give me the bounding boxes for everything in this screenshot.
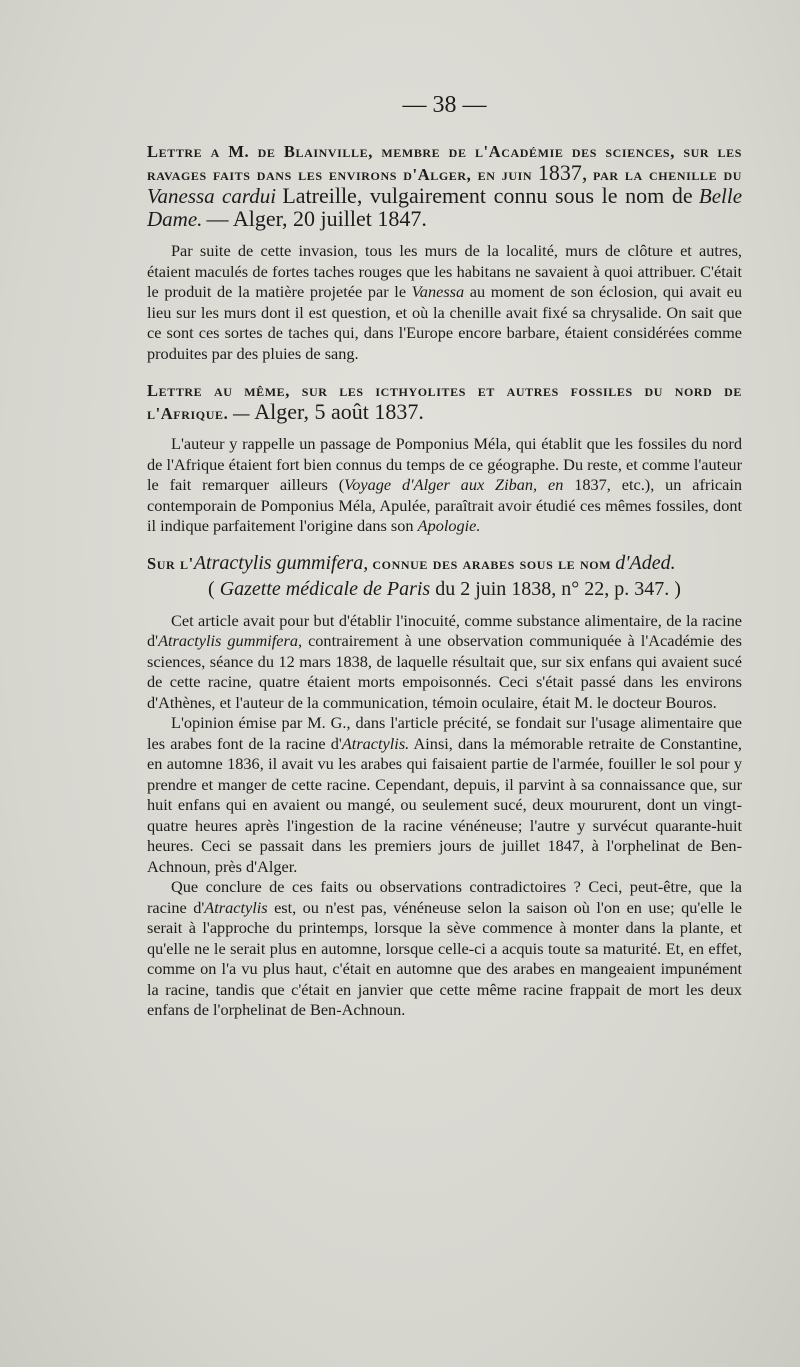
- section-2-title-caps: Lettre au même, sur les icthyolites et autres fossiles du nord de l'Afrique. —: [147, 381, 742, 423]
- section-1-title-common-name: Belle Dame.: [147, 184, 743, 231]
- spacer: [147, 364, 742, 380]
- spacer: [147, 537, 742, 553]
- source-details: du 2 juin 1838, n° 22, p. 347. ): [435, 577, 681, 600]
- section-2-paragraph: [147, 434, 742, 537]
- s3p1-text-b: contrairement à une observation communiquée à l'Académie des sciences, séance du 12 mars 1838, de laquelle résultait que, sur six enfans qui avaient sucé de cette racine, quatre étaient morts empoisonnés. Ceci s'était passé dans les environs d'Athènes, et l'auteur de la communication, témoin oculaire, était M. le docteur Bouros.: [147, 631, 742, 712]
- section-1-heading: [147, 141, 742, 231]
- section-2-title-date: Alger, 5 août 1837.: [254, 399, 424, 424]
- section-2-heading: [147, 380, 742, 424]
- section-3-source: [147, 578, 742, 601]
- spacer: [147, 231, 742, 241]
- section-2-text-italic-1: Voyage d'Alger aux Ziban, en: [344, 475, 564, 494]
- s3p3-italic: Atractylis: [204, 897, 268, 917]
- s3p1-italic: Atractylis gummifera,: [158, 631, 303, 650]
- s3p1-text-a: Cet article avait pour but d'établir l'inocuité, comme substance alimentaire, de la racine d': [147, 610, 742, 650]
- source-open-paren: (: [208, 577, 215, 600]
- section-2-text-italic-2: Apologie.: [417, 516, 481, 535]
- section-3-paragraph-2: [147, 713, 742, 877]
- section-1-title-species: Vanessa cardui: [147, 184, 277, 208]
- section-1-text-b: au moment de son éclosion, qui avait eu lieu sur les murs dont il est question, et où la chenille avait fixé sa chrysalide. On sait que ce sont ces sortes de taches qui, dans l'Europe encore barbare, étaient considérées comme produites par des pluies de sang.: [147, 282, 742, 363]
- section-1-title-year: 1837,: [537, 160, 588, 185]
- s3p2-text-a: L'opinion émise par M. G., dans l'article précité, se fondait sur l'usage alimentaire que les arabes font de la racine d': [147, 713, 742, 753]
- section-1-title-rest: Latreille, vulgairement connu sous le nom de: [282, 183, 693, 208]
- spacer: [147, 424, 742, 434]
- section-3-heading: [147, 553, 742, 574]
- section-3-title-arabic-name: d'Aded.: [615, 551, 676, 574]
- section-3-title-caps-1: Sur l': [147, 553, 194, 573]
- source-journal: Gazette médicale de Paris: [219, 577, 431, 600]
- section-1-paragraph: [147, 241, 742, 364]
- s3p3-text-b: est, ou n'est pas, vénéneuse selon la saison où l'on en use; qu'elle le serait à l'approche du printemps, lorsque la sève commence à monter dans la plante, et qu'elle ne le serait plus en automne, lorsque celle-ci a acquis toute sa maturité. Et, en effet, comme on l'a vu plus haut, c'était en automne que des arabes en mangeaient impunément la racine, tandis que c'était en janvier que cette même racine frappait de mort les deux enfans de l'orphelinat de Ben-Achnoun.: [147, 897, 742, 1019]
- section-2-text-b: 1837, etc.), un africain contemporain de Pomponius Méla, Apulée, paraîtrait avoir étudié ces mêmes fossiles, dont il indique parfaitement l'origine dans son: [147, 475, 742, 535]
- section-3-title-species: Atractylis gummifera,: [193, 551, 369, 574]
- section-1-title-caps-2: par la chenille du: [593, 165, 742, 184]
- section-3-title-caps-2: connue des arabes sous le nom: [372, 553, 612, 573]
- section-3-paragraph-3: [147, 877, 742, 1021]
- section-1-text-a: Par suite de cette invasion, tous les murs de la localité, murs de clôture et autres, étaient maculés de fortes taches rouges que les habitans ne savaient à quoi attribuer. C'était le produit de la matière projetée par le: [147, 241, 742, 301]
- section-2-text-a: L'auteur y rappelle un passage de Pomponius Méla, qui établit que les fossiles du nord de l'Afrique étaient fort bien connus du temps de ce géographe. Du reste, et comme l'auteur le fait remarquer ailleurs (: [147, 434, 742, 494]
- page-number: — 38 —: [402, 92, 487, 118]
- section-1-text-italic: Vanessa: [411, 282, 465, 301]
- section-3-paragraph-1: [147, 611, 742, 714]
- s3p2-italic: Atractylis.: [341, 733, 410, 753]
- section-1-title-date: — Alger, 20 juillet 1847.: [206, 206, 427, 231]
- s3p3-text-a: Que conclure de ces faits ou observations contradictoires ? Ceci, peut-être, que la racine d': [147, 877, 742, 917]
- section-1-title-caps: Lettre a M. de Blainville, membre de l'Académie des sciences, sur les ravages faits dans les environs d'Alger, en juin: [147, 142, 742, 184]
- s3p2-text-b: Ainsi, dans la mémorable retraite de Constantine, en automne 1836, il avait vu les arabes qui faisaient partie de l'armée, fouiller le sol pour y prendre et manger de cette racine. Cependant, depuis, il parvint à sa connaissance que, sur huit enfans qui en avaient ou mangé, ou seulement sucé, deux moururent, dont un vingt-quatre heures après l'ingestion de la racine vénéneuse; l'autre y survécut quarante-huit heures. Ceci se passait dans les premiers jours de juillet 1847, à l'orphelinat de Ben-Achnoun, près d'Alger.: [147, 733, 743, 876]
